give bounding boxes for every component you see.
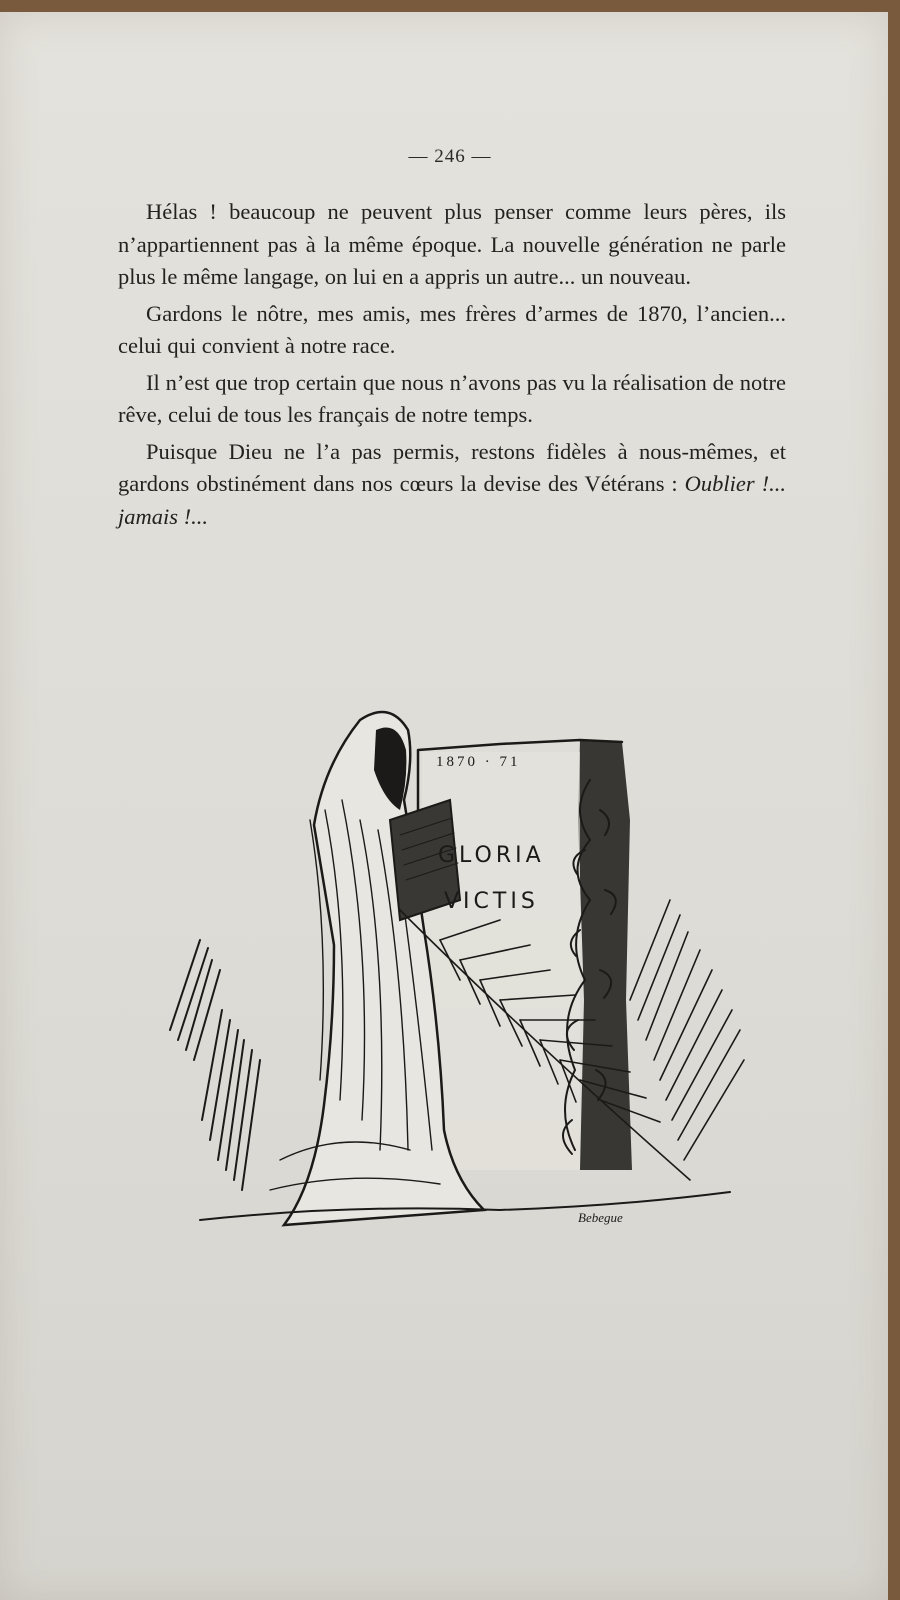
- page-number: — 246 —: [408, 146, 492, 167]
- inscription-gloria: GLORIA: [438, 843, 545, 868]
- body-text: [118, 196, 786, 537]
- grass-right: [630, 900, 744, 1160]
- paragraph-3: Il n’est que trop certain que nous n’avons pas vu la réalisation de notre rêve, celui de tous les français de notre temps.: [118, 369, 786, 427]
- inscription-victis: VICTIS: [444, 889, 539, 914]
- paragraph-4-text: Puisque Dieu ne l’a pas permis, restons fidèles à nous-mêmes, et gardons obstinément dans nos cœurs la devise des Vétérans :: [118, 438, 786, 496]
- grass-left: [170, 940, 260, 1190]
- gloria-victis-illustration: [160, 700, 760, 1260]
- paragraph-4: [118, 436, 786, 534]
- paragraph-2: Gardons le nôtre, mes amis, mes frères d’armes de 1870, l’ancien... celui qui convient à notre race.: [118, 300, 786, 358]
- paragraph-1: Hélas ! beaucoup ne peuvent plus penser comme leurs pères, ils n’appartiennent pas à la même époque. La nouvelle génération ne parle plus le même langage, on lui en a appris un autre... un nouveau.: [118, 199, 786, 289]
- illustration-drawing: [160, 700, 760, 1260]
- veterans-motto: Oublier !... jamais !...: [118, 471, 786, 529]
- date-inscription: 1870 · 71: [436, 754, 521, 770]
- artist-signature: Bebegue: [578, 1210, 623, 1225]
